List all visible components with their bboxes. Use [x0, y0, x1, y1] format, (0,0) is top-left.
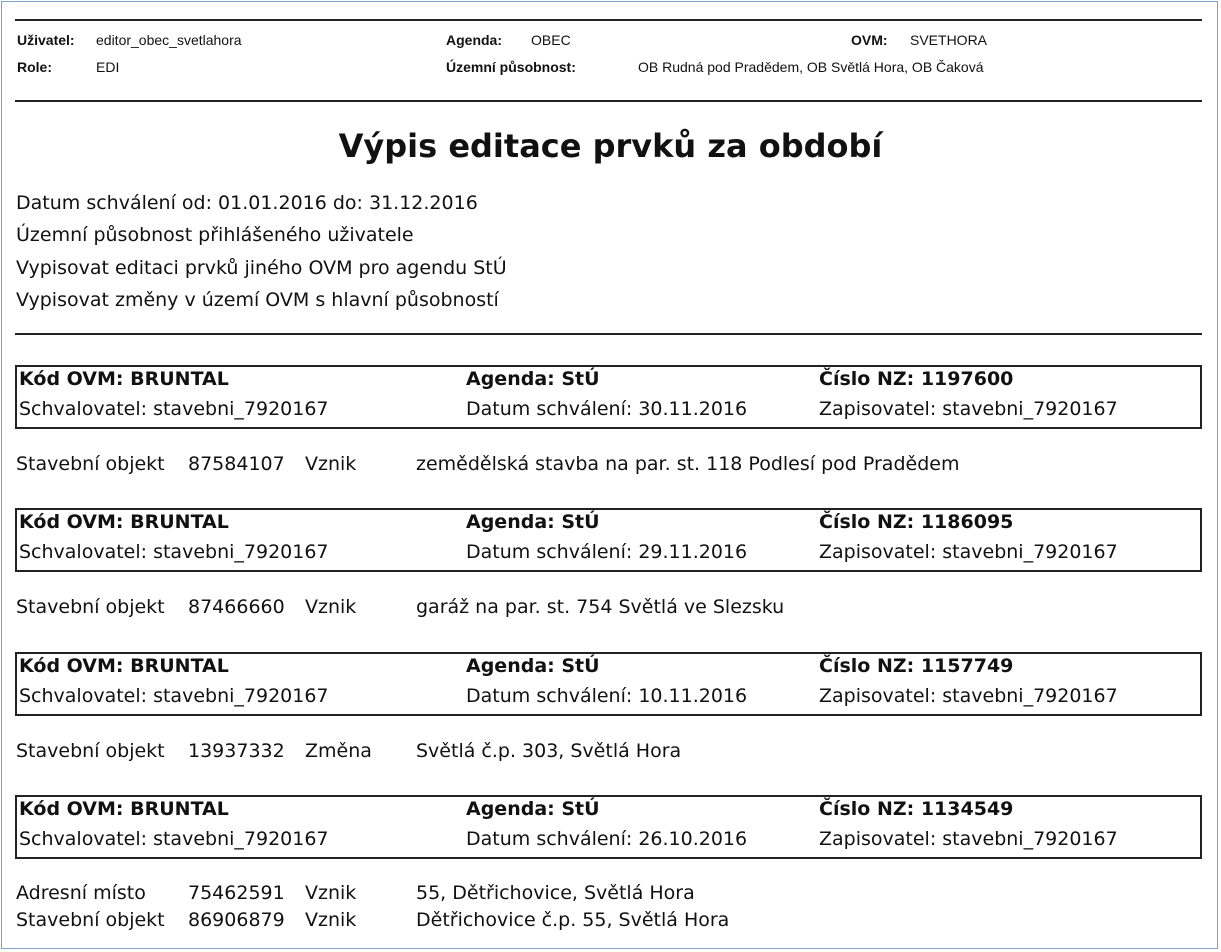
territory-field: [446, 59, 576, 75]
ovm-label: OVM:: [851, 32, 888, 48]
record-agenda: Agenda: StÚ: [466, 798, 600, 820]
item-description: 55, Dětřichovice, Světlá Hora: [416, 882, 695, 904]
record-approval-date: Datum schválení: 29.11.2016: [466, 541, 748, 563]
record-recorder: Zapisovatel: stavebni_7920167: [819, 685, 1118, 707]
agenda-value: OBEC: [531, 32, 571, 48]
ovm-value: SVETHORA: [910, 32, 988, 48]
ovm-field: [851, 32, 888, 48]
record-ovm-code: Kód OVM: BRUNTAL: [19, 655, 229, 677]
item-type: Stavební objekt: [16, 740, 165, 762]
record-approval-date: Datum schválení: 26.10.2016: [466, 828, 748, 850]
record-nz-number: Číslo NZ: 1186095: [819, 511, 1014, 533]
report-title: Výpis editace prvků za období: [338, 127, 883, 165]
record-approver: Schvalovatel: stavebni_7920167: [19, 828, 329, 850]
item-action: Změna: [305, 740, 372, 762]
record-nz-number: Číslo NZ: 1157749: [819, 655, 1014, 677]
agenda-label: Agenda:: [446, 32, 502, 48]
item-type: Stavební objekt: [16, 596, 165, 618]
role-field: [17, 59, 52, 75]
item-id: 87466660: [188, 596, 285, 618]
territory-label: Územní působnost:: [446, 59, 576, 75]
criteria-line: Vypisovat změny v území OVM s hlavní působností: [16, 289, 499, 311]
record-nz-number: Číslo NZ: 1197600: [819, 368, 1014, 390]
record-agenda: Agenda: StÚ: [466, 511, 600, 533]
record-approver: Schvalovatel: stavebni_7920167: [19, 685, 329, 707]
record-recorder: Zapisovatel: stavebni_7920167: [819, 541, 1118, 563]
record-recorder: Zapisovatel: stavebni_7920167: [819, 828, 1118, 850]
item-id: 87584107: [188, 453, 285, 475]
record-ovm-code: Kód OVM: BRUNTAL: [19, 798, 229, 820]
criteria-line: Územní působnost přihlášeného uživatele: [16, 224, 414, 246]
item-id: 13937332: [188, 740, 285, 762]
item-description: garáž na par. st. 754 Světlá ve Slezsku: [416, 596, 785, 618]
territory-value: OB Rudná pod Pradědem, OB Světlá Hora, OB Čaková: [638, 59, 984, 75]
header-top-divider: [15, 19, 1202, 21]
item-action: Vznik: [305, 596, 357, 618]
criteria-divider: [15, 333, 1202, 335]
role-value: EDI: [96, 59, 120, 75]
role-label: Role:: [17, 59, 52, 75]
record-agenda: Agenda: StÚ: [466, 368, 600, 390]
user-value: editor_obec_svetlahora: [96, 32, 242, 48]
item-description: Světlá č.p. 303, Světlá Hora: [416, 740, 682, 762]
record-recorder: Zapisovatel: stavebni_7920167: [819, 398, 1118, 420]
item-action: Vznik: [305, 882, 357, 904]
item-type: Stavební objekt: [16, 453, 165, 475]
item-action: Vznik: [305, 453, 357, 475]
record-approval-date: Datum schválení: 30.11.2016: [466, 398, 748, 420]
criteria-line: Datum schválení od: 01.01.2016 do: 31.12.2016: [16, 192, 478, 214]
record-ovm-code: Kód OVM: BRUNTAL: [19, 368, 229, 390]
record-nz-number: Číslo NZ: 1134549: [819, 798, 1014, 820]
record-approver: Schvalovatel: stavebni_7920167: [19, 398, 329, 420]
record-approver: Schvalovatel: stavebni_7920167: [19, 541, 329, 563]
record-agenda: Agenda: StÚ: [466, 655, 600, 677]
user-field: [17, 32, 75, 48]
item-id: 75462591: [188, 882, 285, 904]
header-bottom-divider: [15, 100, 1202, 102]
item-type: Adresní místo: [16, 882, 146, 904]
item-type: Stavební objekt: [16, 909, 165, 931]
item-description: zemědělská stavba na par. st. 118 Podlesí pod Pradědem: [416, 453, 960, 475]
item-id: 86906879: [188, 909, 285, 931]
record-ovm-code: Kód OVM: BRUNTAL: [19, 511, 229, 533]
item-action: Vznik: [305, 909, 357, 931]
user-label: Uživatel:: [17, 32, 75, 48]
criteria-line: Vypisovat editaci prvků jiného OVM pro agendu StÚ: [16, 257, 507, 279]
agenda-field: [446, 32, 502, 48]
record-approval-date: Datum schválení: 10.11.2016: [466, 685, 748, 707]
item-description: Dětřichovice č.p. 55, Světlá Hora: [416, 909, 730, 931]
